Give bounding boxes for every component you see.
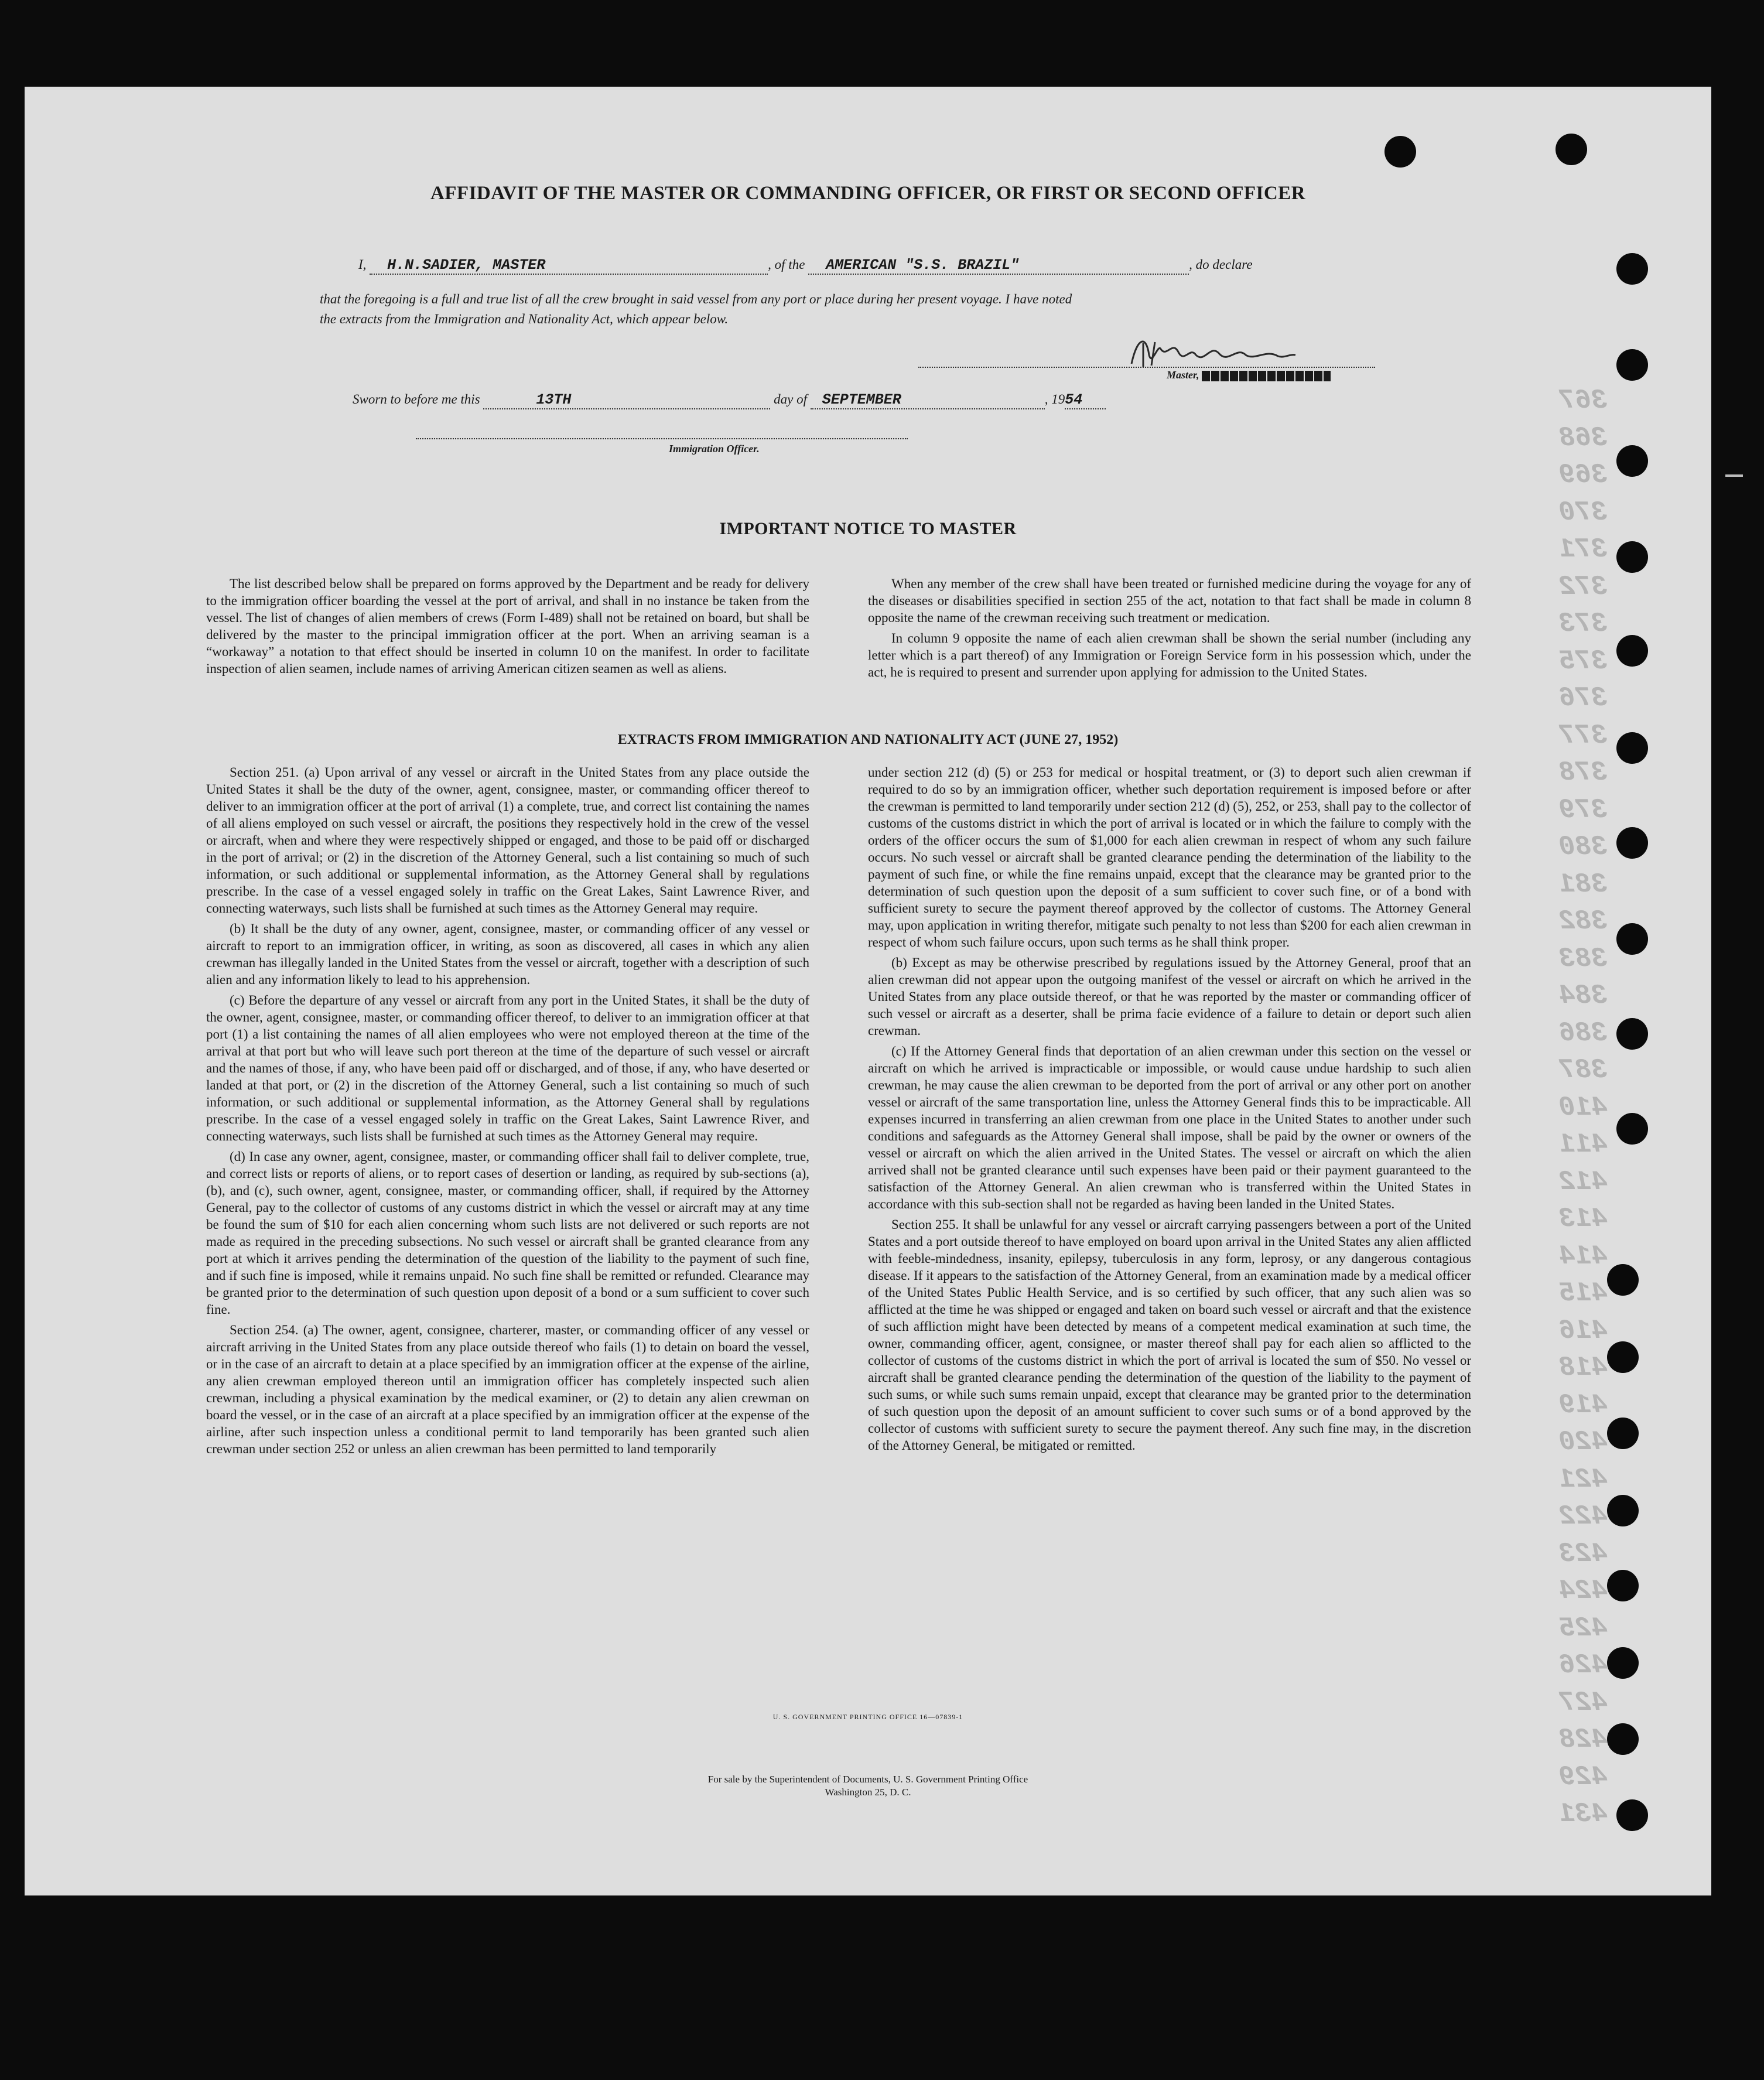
bleed-through-number: 424 bbox=[1559, 1576, 1608, 1606]
notice-right-paragraph: When any member of the crew shall have been treated or furnished medicine during the voyage for any of the diseases or disabilities specified in section 255 of the act, notation to that fact shall be made in column 8 opposite the name of the crewman receiving such treatment or medication. bbox=[868, 576, 1471, 625]
bleed-through-number: 425 bbox=[1559, 1613, 1608, 1644]
bleed-through-number: 411 bbox=[1559, 1129, 1608, 1160]
punch-hole bbox=[1616, 541, 1648, 573]
extracts-title: EXTRACTS FROM IMMIGRATION AND NATIONALITY ACT (JUNE 27, 1952) bbox=[617, 732, 1119, 747]
bleed-through-number: 418 bbox=[1559, 1352, 1608, 1383]
bleed-through-number: 384 bbox=[1559, 981, 1608, 1011]
section-254c: (c) If the Attorney General finds that deportation of an alien crewman under this section on the vessel or aircraft on which he arrived is impracticable or impossible, or would cause undue hardship to such alien crewman, he may cause the alien crewman to be deported from the port of arrival or any other port on another vessel or aircraft of the same transportation line, unless the Attorney General finds this to be impracticable. All expenses incurred in transferring an alien crewman from one place in the United States to another under such conditions and safeguards as the Attorney General shall impose, shall be paid by the owner or owners of the vessel or aircraft on which the alien arrived in the United States. The vessel or aircraft on which the alien arrived shall not be granted clearance until such expenses have been paid or their payment guaranteed to the satisfaction of the Attorney General. An alien crewman who is transferred within the United States in accordance with this sub-section shall not be regarded as having been landed in the United States. bbox=[868, 1044, 1471, 1211]
bleed-through-number: 377 bbox=[1559, 720, 1608, 751]
extracts-left-column bbox=[206, 764, 809, 1461]
sworn-day: 13TH bbox=[536, 391, 572, 408]
sworn-month: SEPTEMBER bbox=[822, 391, 901, 408]
bleed-through-number: 386 bbox=[1559, 1017, 1608, 1048]
punch-hole bbox=[1616, 349, 1648, 381]
extracts-right-column bbox=[868, 764, 1471, 1457]
notice-left-paragraph: The list described below shall be prepared on forms approved by the Department and be ready for delivery to the immigration officer boarding the vessel at the port of arrival, and shall in no instance be taken from the vessel. The list of changes of alien members of crews (Form I-489) shall not be retained on board, but shall be delivered by the master to the principal immigration officer at the port. When an arriving seaman is a “workaway” a notation to that effect should be inserted in column 10 on the manifest. In order to facilitate inspection of alien seamen, include names of arriving American citizen seamen as well as aliens. bbox=[206, 576, 809, 676]
punch-hole bbox=[1616, 253, 1648, 285]
sworn-line bbox=[353, 391, 1172, 409]
section-251d: (d) In case any owner, agent, consignee, master, or commanding officer shall fail to deliver complete, true, and correct lists or reports of aliens, or to report cases of desertion or landing, as required by sub-sections (a), (b), and (c), such owner, agent, consignee, master, or commanding officer, shall, if required by the Attorney General, pay to the collector of customs of any customs district in which the vessel or aircraft may at any time be found the sum of $10 for each alien concerning whom such lists are not delivered or such reports are not made as required in the preceding subsections. No such vessel or aircraft shall be granted clearance from any port at which it arrives pending the determination of the question of the liability to the payment of such fine, and if such fine is imposed, while it remains unpaid. No such fine shall be remitted or refunded. Clearance may be granted prior to the determination of such question upon deposit of a bond or a sum sufficient to cover such fine. bbox=[206, 1149, 809, 1317]
bleed-through-number: 375 bbox=[1559, 645, 1608, 677]
master-signature bbox=[1126, 332, 1301, 373]
bleed-through-number: 387 bbox=[1559, 1055, 1608, 1085]
bleed-through-number: 429 bbox=[1559, 1761, 1608, 1792]
edge-mark bbox=[1725, 474, 1743, 477]
section-251a: Section 251. (a) Upon arrival of any vessel or aircraft in the United States from any place outside the United States it shall be the duty of the owner, agent, consignee, master, or commanding officer thereof to deliver to an immigration officer at the port of arrival (1) a complete, true, and correct list containing the names of all aliens employed on such vessel or aircraft, the positions they respectively hold in the crew of the vessel or aircraft, when and where they were respectively shipped or engaged, and those to be paid off or discharged in the port of arrival; or (2) in the discretion of the Attorney General, such a list containing so much of such information, or such additional or supplemental information, as the Attorney General shall by regulations prescribe. In the case of a vessel engaged solely in traffic on the Great Lakes, Saint Lawrence River, and connecting waterways, such lists shall be furnished at such times as the Attorney General may require. bbox=[206, 765, 809, 916]
punch-hole bbox=[1607, 1264, 1639, 1296]
sale-line-2: Washington 25, D. C. bbox=[825, 1787, 911, 1798]
bleed-through-number: 427 bbox=[1559, 1687, 1608, 1718]
officer-caption: Immigration Officer. bbox=[669, 443, 760, 455]
section-254b: (b) Except as may be otherwise prescribed by regulations issued by the Attorney General, proof that an alien crewman did not appear upon the outgoing manifest of the vessel or aircraft on which he arrived in the United States from any place outside thereof, or that he was reported by the master or commanding officer of such vessel or aircraft as a deserter, shall be prima facie evidence of a failure to detain or deport such alien crewman. bbox=[868, 955, 1471, 1038]
bleed-through-number: 421 bbox=[1559, 1464, 1608, 1495]
of-the-label: , of the bbox=[768, 257, 805, 272]
punch-hole bbox=[1616, 1799, 1648, 1831]
punch-hole bbox=[1384, 136, 1416, 168]
punch-hole bbox=[1607, 1570, 1639, 1601]
bleed-through-number: 382 bbox=[1559, 906, 1608, 937]
bleed-through-number: 379 bbox=[1559, 794, 1608, 825]
bleed-through-number: 415 bbox=[1559, 1278, 1608, 1309]
sale-line-1: For sale by the Superintendent of Documents, U. S. Government Printing Office bbox=[707, 1774, 1028, 1785]
declaration-text-line1: that the foregoing is a full and true list of all the crew brought in said vessel from any port or place during her present voyage. I have noted bbox=[320, 292, 1072, 306]
bleed-through-number: 412 bbox=[1559, 1166, 1608, 1197]
punch-hole bbox=[1616, 1113, 1648, 1145]
bleed-through-number: 431 bbox=[1559, 1799, 1608, 1829]
bleed-through-number: 373 bbox=[1559, 609, 1608, 639]
notice-title: IMPORTANT NOTICE TO MASTER bbox=[719, 519, 1017, 538]
punch-hole bbox=[1607, 1495, 1639, 1526]
bleed-through-number: 369 bbox=[1559, 460, 1608, 490]
punch-hole bbox=[1607, 1647, 1639, 1679]
punch-hole bbox=[1616, 923, 1648, 955]
bleed-through-number: 378 bbox=[1559, 757, 1608, 788]
bleed-through-number: 423 bbox=[1559, 1538, 1608, 1569]
do-declare-label: , do declare bbox=[1189, 257, 1253, 272]
affidavit-title: AFFIDAVIT OF THE MASTER OR COMMANDING OFFICER, OR FIRST OR SECOND OFFICER bbox=[430, 183, 1306, 204]
master-caption: Master, bbox=[1167, 369, 1331, 381]
bleed-through-number: 368 bbox=[1559, 422, 1608, 453]
bleed-through-number: 414 bbox=[1559, 1241, 1608, 1272]
bleed-through-number: 413 bbox=[1559, 1204, 1608, 1234]
bleed-through-number: 383 bbox=[1559, 943, 1608, 974]
notice-right-column bbox=[868, 575, 1471, 684]
punch-hole bbox=[1616, 827, 1648, 859]
section-255: Section 255. It shall be unlawful for any vessel or aircraft carrying passengers between a port of the United States and a port outside thereof to have employed on board upon arrival in the United States any alien afflicted with feeble-mindedness, insanity, epilepsy, tuberculosis in any form, leprosy, or any dangerous contagious disease. If it appears to the satisfaction of the Attorney General, from an examination made by a medical officer of the United States Public Health Service, and is so certified by such officer, that any such alien was so afflicted at the time he was shipped or engaged and taken on board such vessel or aircraft and that the existence of such affliction might have been detected by means of a competent medical examination at such time, the owner, commanding officer, agent, consignee, or master thereof shall pay for each alien so afflicted to the collector of customs of the customs district in which the port of arrival is located the sum of $50. No vessel or aircraft shall be granted clearance pending the determination of the question of the liability to the payment of such sums, or while such sums remain unpaid, except that clearance may be granted prior to the determination of such question upon the deposit of an amount sufficient to cover such sums or of a bond approved by the collector of customs with sufficient surety to secure the payment thereof. Any such fine may, in the discretion of the Attorney General, be mitigated or remitted. bbox=[868, 1217, 1471, 1453]
bleed-through-number: 367 bbox=[1559, 385, 1608, 416]
bleed-through-number: 420 bbox=[1559, 1427, 1608, 1457]
punch-hole bbox=[1607, 1418, 1639, 1449]
punch-hole bbox=[1616, 445, 1648, 477]
day-of-label: day of bbox=[774, 392, 807, 407]
i-label: I, bbox=[358, 257, 367, 272]
declaration-text-line2: the extracts from the Immigration and Nationality Act, which appear below. bbox=[320, 312, 729, 326]
officer-signature-line bbox=[416, 438, 908, 439]
notice-right-paragraph: In column 9 opposite the name of each alien crewman shall be shown the serial number (including any letter which is a part thereof) of any Immigration or Foreign Service form in his possession which, under the act, he is required to present and surrender upon applying for admission to the United States. bbox=[868, 631, 1471, 679]
punch-hole bbox=[1616, 1018, 1648, 1050]
declarant-name: H.N.SADIER, MASTER bbox=[387, 257, 546, 274]
bleed-through-number: 380 bbox=[1559, 832, 1608, 862]
bleed-through-number: 410 bbox=[1559, 1092, 1608, 1123]
bleed-through-number: 416 bbox=[1559, 1315, 1608, 1346]
sworn-year: 54 bbox=[1065, 391, 1083, 408]
bleed-through-number: 422 bbox=[1559, 1501, 1608, 1532]
document-page bbox=[25, 87, 1711, 1895]
notice-left-column bbox=[206, 575, 809, 681]
punch-hole bbox=[1556, 134, 1587, 165]
bleed-through-number: 419 bbox=[1559, 1389, 1608, 1420]
punch-hole bbox=[1616, 635, 1648, 667]
bleed-through-number: 426 bbox=[1559, 1650, 1608, 1681]
bleed-through-number: 428 bbox=[1559, 1724, 1608, 1755]
bleed-through-number: 381 bbox=[1559, 869, 1608, 900]
section-251b: (b) It shall be the duty of any owner, agent, consignee, master, or commanding officer of any vessel or aircraft to report to an immigration officer, in writing, as soon as discovered, all cases in which any alien crewman has illegally landed in the United States from the vessel or aircraft, together with a description of such alien and any information likely to lead to his apprehension. bbox=[206, 921, 809, 987]
bleed-through-number: 370 bbox=[1559, 497, 1608, 528]
struck-out-title bbox=[1202, 371, 1331, 381]
printing-office-line: U. S. GOVERNMENT PRINTING OFFICE 16—07839-1 bbox=[772, 1713, 963, 1721]
sworn-label: Sworn to before me this bbox=[353, 392, 480, 407]
section-251c: (c) Before the departure of any vessel or aircraft from any port in the United States, it shall be the duty of the owner, agent, consignee, master, or commanding officer thereof, to deliver to an immigration officer at that port (1) a list containing the names of all alien employees who were not employed thereon at the time of the arrival at that port but who will leave such port thereon at the time of the departure of such vessel or aircraft and the names of those, if any, who have been paid off or discharged, and of those, if any, who have deserted or landed at that port, or (2) in the discretion of the Attorney General, such a list containing so much of such information, or such additional or supplemental information, as the Attorney General shall by regulations prescribe. In the case of a vessel engaged solely in traffic on the Great Lakes, Saint Lawrence River, and connecting waterways, such lists shall be furnished at such times as the Attorney General may require. bbox=[206, 993, 809, 1143]
year-prefix: , 19 bbox=[1044, 392, 1065, 407]
punch-hole bbox=[1607, 1723, 1639, 1755]
bleed-through-number: 376 bbox=[1559, 683, 1608, 713]
section-254a: Section 254. (a) The owner, agent, consignee, charterer, master, or commanding officer of any vessel or aircraft arriving in the United States from any place outside thereof who fails (1) to detain on board the vessel, or in the case of an aircraft to detain at a place specified by an immigration officer at the expense of the airline, any alien crewman employed thereon until an immigration officer has completely inspected such alien crewman, including a physical examination by the medical examiner, or (2) to detain any alien crewman on board the vessel, or in the case of an aircraft at a place specified by an immigration officer at the expense of the airline, after such inspection unless a conditional permit to land temporarily has been granted such alien crewman under section 252 or unless an alien crewman has been permitted to land temporarily bbox=[206, 1323, 809, 1456]
punch-hole bbox=[1607, 1341, 1639, 1373]
section-254a-continued: under section 212 (d) (5) or 253 for medical or hospital treatment, or (3) to deport such alien crewman if required to do so by an immigration officer, whether such deportation requirement is imposed before or after the crewman is permitted to land temporarily under section 212 (d) (5), 252, or 253, shall pay to the collector of customs of the customs district in which the port of arrival is located or in which the failure to comply with the orders of the officer occurs the sum of $1,000 for each alien crewman in respect of whom any such failure occurs. No such vessel or aircraft shall be granted clearance pending the determination of the liability to the payment of such fine, or while the fine remains unpaid, except that the clearance may be granted prior to the determination of such question upon the deposit of a sum sufficient to cover such fine, or of a bond with sufficient surety to secure the payment thereof approved by the collector of customs. The Attorney General may, upon application in writing therefor, mitigate such penalty to not less than $200 for each alien crewman in respect of whom such failure occurs, upon such terms as he shall think proper. bbox=[868, 765, 1471, 950]
bleed-through-number: 372 bbox=[1559, 571, 1608, 602]
declarant-line bbox=[358, 257, 1413, 275]
bleed-through-number: 371 bbox=[1559, 534, 1608, 565]
vessel-name: AMERICAN "S.S. BRAZIL" bbox=[826, 257, 1020, 274]
